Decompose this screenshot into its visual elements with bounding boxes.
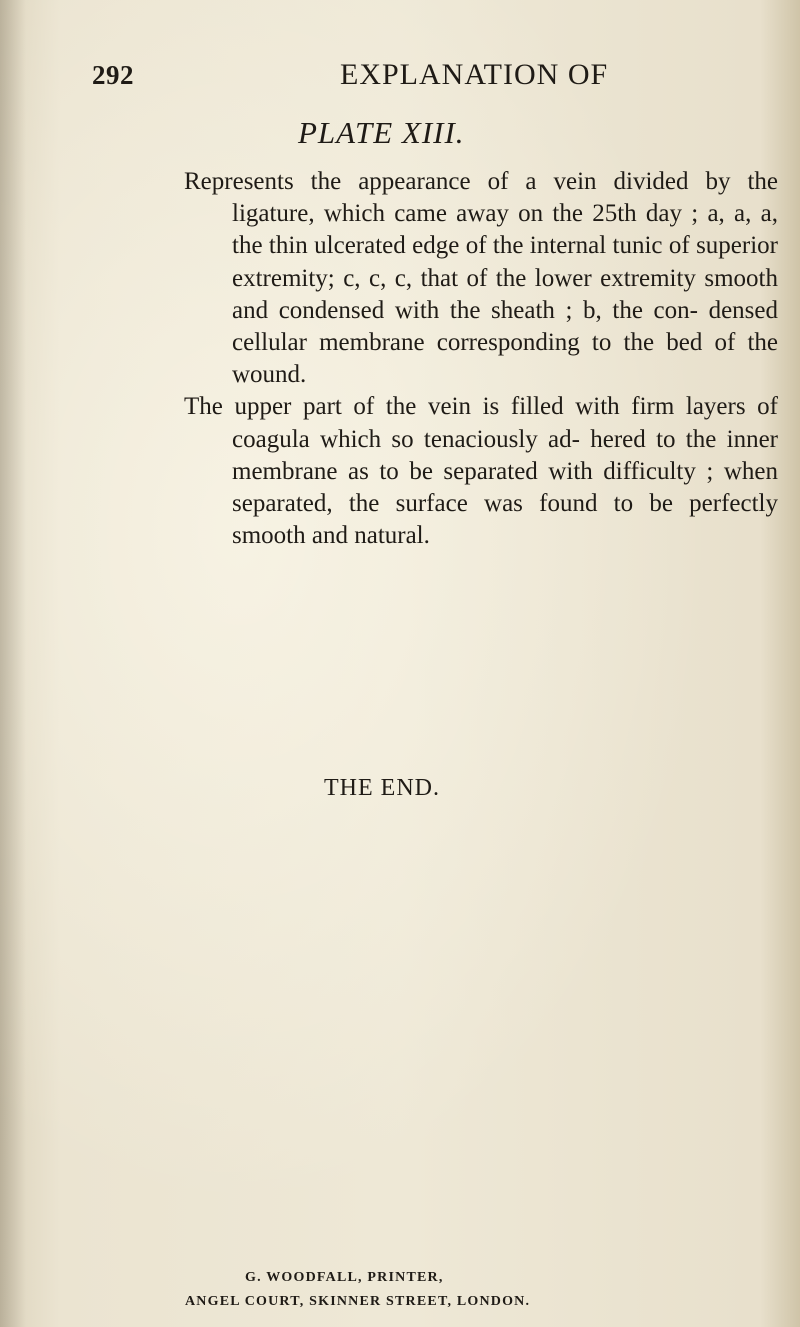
plate-title: PLATE XIII. — [298, 115, 465, 150]
imprint-line-1: G. WOODFALL, PRINTER, — [245, 1270, 444, 1285]
running-head: EXPLANATION OF — [340, 58, 609, 91]
the-end-heading: THE END. — [324, 775, 440, 801]
page-number: 292 — [92, 60, 134, 90]
page-gutter-shadow — [0, 0, 26, 1327]
imprint-line-2: ANGEL COURT, SKINNER STREET, LONDON. — [185, 1294, 531, 1309]
paragraph-1: Represents the appearance of a vein divided by the ligature, which came away on the 25th day ; a, a, a, the thin ulcerated edge of the internal tunic of superior extremity; c, c, c, that of the lower extremity smooth and condensed with the sheath ; b, the con- densed cellular membrane corresponding to the bed of the wound. — [184, 168, 778, 389]
paragraph-2: The upper part of the vein is filled with firm layers of coagula which so tenaciously ad- hered to the inner membrane as to be separated with difficulty ; when separated, the surface was found to be perfectly smooth and natural. — [184, 393, 778, 550]
plate-description — [184, 166, 778, 552]
